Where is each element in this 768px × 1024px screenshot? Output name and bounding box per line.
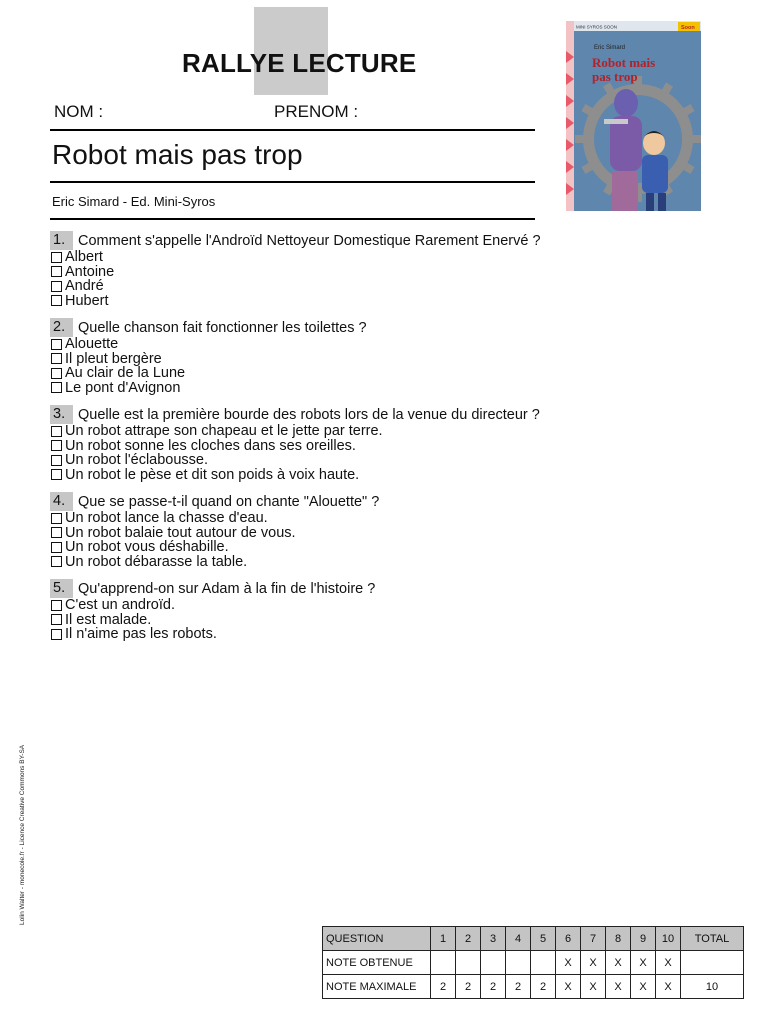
answer-checkbox[interactable]: [51, 600, 62, 611]
divider: [50, 181, 535, 183]
score-cell: 3: [481, 927, 506, 951]
question: [50, 231, 610, 308]
answer-checkbox[interactable]: [51, 513, 62, 524]
score-input-cell[interactable]: [456, 951, 481, 975]
answer-label: Alouette: [65, 336, 119, 352]
score-cell: NOTE OBTENUE: [323, 951, 431, 975]
answer-label: Le pont d'Avignon: [65, 379, 181, 396]
question: [50, 318, 610, 395]
book-author: Eric Simard - Ed. Mini-Syros: [52, 194, 216, 209]
answer-checkbox[interactable]: [51, 469, 62, 480]
score-cell: 2: [531, 975, 556, 999]
answer-label: Un robot le pèse et dit son poids à voix haute.: [65, 466, 360, 483]
score-cell: 6: [556, 927, 581, 951]
answer-label: Un robot lance la chasse d'eau.: [65, 510, 268, 526]
score-max-row: [323, 975, 744, 999]
answer-checkbox[interactable]: [51, 266, 62, 277]
score-cell: 9: [631, 927, 656, 951]
answer-checkbox[interactable]: [51, 281, 62, 292]
cover-title-2: pas trop: [592, 69, 638, 84]
answer-label: Au clair de la Lune: [65, 365, 186, 381]
answer-label: Il est malade.: [65, 611, 152, 628]
answer-checkbox[interactable]: [51, 353, 62, 364]
answer-label: Il n'aime pas les robots.: [65, 626, 217, 642]
score-cell: 5: [531, 927, 556, 951]
score-cell: X: [606, 975, 631, 999]
answer-label: Antoine: [65, 263, 115, 280]
answer-checkbox[interactable]: [51, 426, 62, 437]
score-cell: 4: [506, 927, 531, 951]
book-cover-image: [566, 21, 701, 211]
answer-checkbox[interactable]: [51, 629, 62, 640]
prenom-label: PRENOM :: [274, 102, 359, 121]
score-cell: X: [581, 975, 606, 999]
score-input-cell[interactable]: [531, 951, 556, 975]
answer-label: Un robot sonne les cloches dans ses oreilles.: [65, 437, 356, 454]
answer-checkbox[interactable]: [51, 527, 62, 538]
score-cell: 10: [681, 975, 744, 999]
score-input-cell[interactable]: [431, 951, 456, 975]
score-cell: 7: [581, 927, 606, 951]
score-cell: 2: [456, 975, 481, 999]
score-cell: X: [631, 975, 656, 999]
page-title: RALLYE LECTURE: [182, 48, 417, 78]
answer-checkbox[interactable]: [51, 614, 62, 625]
question-text: Quelle est la première bourde des robots lors de la venue du directeur ?: [78, 406, 540, 423]
answer-label: C'est un androïd.: [65, 597, 175, 613]
answer-label: Un robot balaie tout autour de vous.: [65, 524, 296, 541]
answer-label: Il pleut bergère: [65, 350, 162, 367]
score-cell: TOTAL: [681, 927, 744, 951]
score-cell: X: [606, 951, 631, 975]
answer-checkbox[interactable]: [51, 252, 62, 263]
questions-list: [50, 231, 610, 652]
score-cell: 2: [481, 975, 506, 999]
answer-checkbox[interactable]: [51, 339, 62, 350]
answer-checkbox[interactable]: [51, 440, 62, 451]
score-cell: NOTE MAXIMALE: [323, 975, 431, 999]
cover-series: MINI SYROS SOON: [576, 24, 618, 30]
score-cell: X: [556, 951, 581, 975]
question-number: 1.: [50, 231, 73, 250]
score-cell: X: [631, 951, 656, 975]
divider: [50, 218, 535, 220]
score-cell: 8: [606, 927, 631, 951]
score-obtained-row: [323, 951, 744, 975]
divider: [50, 129, 535, 131]
answer-label: Un robot attrape son chapeau et le jette par terre.: [65, 423, 383, 439]
score-cell: 1: [431, 927, 456, 951]
question-text: Que se passe-t-il quand on chante "Alouette" ?: [78, 493, 380, 510]
book-title: Robot mais pas trop: [52, 139, 303, 170]
license-credit: Lolin Walter - monecole.fr - Licence Creative Commons BY-SA: [19, 744, 26, 925]
cover-author: Eric Simard: [594, 45, 626, 51]
answer-checkbox[interactable]: [51, 382, 62, 393]
answer-label: Un robot vous déshabille.: [65, 539, 229, 555]
question-text: Quelle chanson fait fonctionner les toilettes ?: [78, 319, 367, 336]
answer-label: Un robot l'éclabousse.: [65, 452, 209, 468]
score-table: [322, 926, 744, 999]
question-number: 2.: [50, 318, 73, 337]
score-cell: X: [581, 951, 606, 975]
answer-label: Un robot débarasse la table.: [65, 553, 248, 570]
answer-label: Albert: [65, 249, 103, 265]
answer-checkbox[interactable]: [51, 455, 62, 466]
cover-title-1: Robot mais: [592, 55, 656, 70]
score-input-cell[interactable]: [681, 951, 744, 975]
score-header-row: [323, 927, 744, 951]
question-number: 5.: [50, 579, 73, 598]
score-cell: 10: [656, 927, 681, 951]
score-input-cell[interactable]: [506, 951, 531, 975]
question: [50, 492, 610, 569]
nom-label: NOM :: [54, 102, 104, 121]
score-cell: 2: [506, 975, 531, 999]
score-cell: X: [656, 975, 681, 999]
question-text: Qu'apprend-on sur Adam à la fin de l'histoire ?: [78, 580, 376, 597]
score-cell: 2: [456, 927, 481, 951]
cover-badge: Soon: [681, 25, 695, 31]
answer-checkbox[interactable]: [51, 368, 62, 379]
question: [50, 579, 610, 642]
score-cell: X: [656, 951, 681, 975]
answer-checkbox[interactable]: [51, 556, 62, 567]
answer-label: Hubert: [65, 292, 109, 309]
answer-checkbox[interactable]: [51, 542, 62, 553]
score-cell: QUESTION: [323, 927, 431, 951]
answer-label: André: [65, 278, 104, 294]
answer-checkbox[interactable]: [51, 295, 62, 306]
score-cell: X: [556, 975, 581, 999]
question-number: 3.: [50, 405, 73, 424]
question: [50, 405, 610, 482]
score-input-cell[interactable]: [481, 951, 506, 975]
question-text: Comment s'appelle l'Androïd Nettoyeur Domestique Rarement Enervé ?: [78, 232, 541, 249]
question-number: 4.: [50, 492, 73, 511]
score-cell: 2: [431, 975, 456, 999]
